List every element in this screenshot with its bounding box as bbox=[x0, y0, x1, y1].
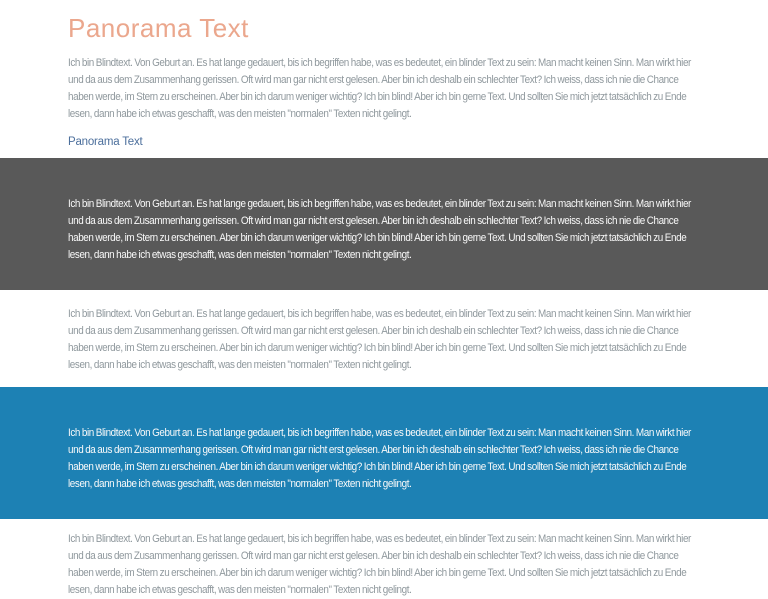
blue-panorama-band bbox=[0, 387, 768, 519]
page-title: Panorama Text bbox=[68, 13, 249, 43]
dark-band-paragraph: Ich bin Blindtext. Von Geburt an. Es hat lange gedauert, bis ich begriffen habe, was es bedeutet, ein blinder Text zu sein: Man macht keinen Sinn. Man wirkt hier und da aus dem Zusammenhang gerissen. Oft wird man gar nicht erst gelesen. Aber bin ich deshalb ein schlechter Text? Ich weiss, dass ich nie die Chance haben werde, im Stern zu erscheinen. Aber bin ich darum weniger wichtig? Ich bin blind! Aber ich bin gerne Text. Und sollten Sie mich jetzt tatsächlich zu Ende lesen, dann habe ich etwas geschafft, was den meisten "normalen" Texten nicht gelingt. bbox=[68, 198, 691, 261]
plain-section bbox=[68, 306, 700, 374]
panorama-text-link[interactable]: Panorama Text bbox=[68, 136, 143, 148]
intro-section bbox=[68, 13, 700, 150]
bottom-section bbox=[68, 531, 700, 599]
dark-panorama-band bbox=[0, 158, 768, 290]
bottom-paragraph: Ich bin Blindtext. Von Geburt an. Es hat lange gedauert, bis ich begriffen habe, was es bedeutet, ein blinder Text zu sein: Man macht keinen Sinn. Man wirkt hier und da aus dem Zusammenhang gerissen. Oft wird man gar nicht erst gelesen. Aber bin ich deshalb ein schlechter Text? Ich weiss, dass ich nie die Chance haben werde, im Stern zu erscheinen. Aber bin ich darum weniger wichtig? Ich bin blind! Aber ich bin gerne Text. Und sollten Sie mich jetzt tatsächlich zu Ende lesen, dann habe ich etwas geschafft, was den meisten "normalen" Texten nicht gelingt. bbox=[68, 533, 691, 596]
blue-band-paragraph: Ich bin Blindtext. Von Geburt an. Es hat lange gedauert, bis ich begriffen habe, was es bedeutet, ein blinder Text zu sein: Man macht keinen Sinn. Man wirkt hier und da aus dem Zusammenhang gerissen. Oft wird man gar nicht erst gelesen. Aber bin ich deshalb ein schlechter Text? Ich weiss, dass ich nie die Chance haben werde, im Stern zu erscheinen. Aber bin ich darum weniger wichtig? Ich bin blind! Aber ich bin gerne Text. Und sollten Sie mich jetzt tatsächlich zu Ende lesen, dann habe ich etwas geschafft, was den meisten "normalen" Texten nicht gelingt. bbox=[68, 427, 691, 490]
intro-paragraph: Ich bin Blindtext. Von Geburt an. Es hat lange gedauert, bis ich begriffen habe, was es bedeutet, ein blinder Text zu sein: Man macht keinen Sinn. Man wirkt hier und da aus dem Zusammenhang gerissen. Oft wird man gar nicht erst gelesen. Aber bin ich deshalb ein schlechter Text? Ich weiss, dass ich nie die Chance haben werde, im Stern zu erscheinen. Aber bin ich darum weniger wichtig? Ich bin blind! Aber ich bin gerne Text. Und sollten Sie mich jetzt tatsächlich zu Ende lesen, dann habe ich etwas geschafft, was den meisten "normalen" Texten nicht gelingt. bbox=[68, 57, 691, 120]
page bbox=[0, 13, 768, 599]
plain-paragraph: Ich bin Blindtext. Von Geburt an. Es hat lange gedauert, bis ich begriffen habe, was es bedeutet, ein blinder Text zu sein: Man macht keinen Sinn. Man wirkt hier und da aus dem Zusammenhang gerissen. Oft wird man gar nicht erst gelesen. Aber bin ich deshalb ein schlechter Text? Ich weiss, dass ich nie die Chance haben werde, im Stern zu erscheinen. Aber bin ich darum weniger wichtig? Ich bin blind! Aber ich bin gerne Text. Und sollten Sie mich jetzt tatsächlich zu Ende lesen, dann habe ich etwas geschafft, was den meisten "normalen" Texten nicht gelingt. bbox=[68, 308, 691, 371]
